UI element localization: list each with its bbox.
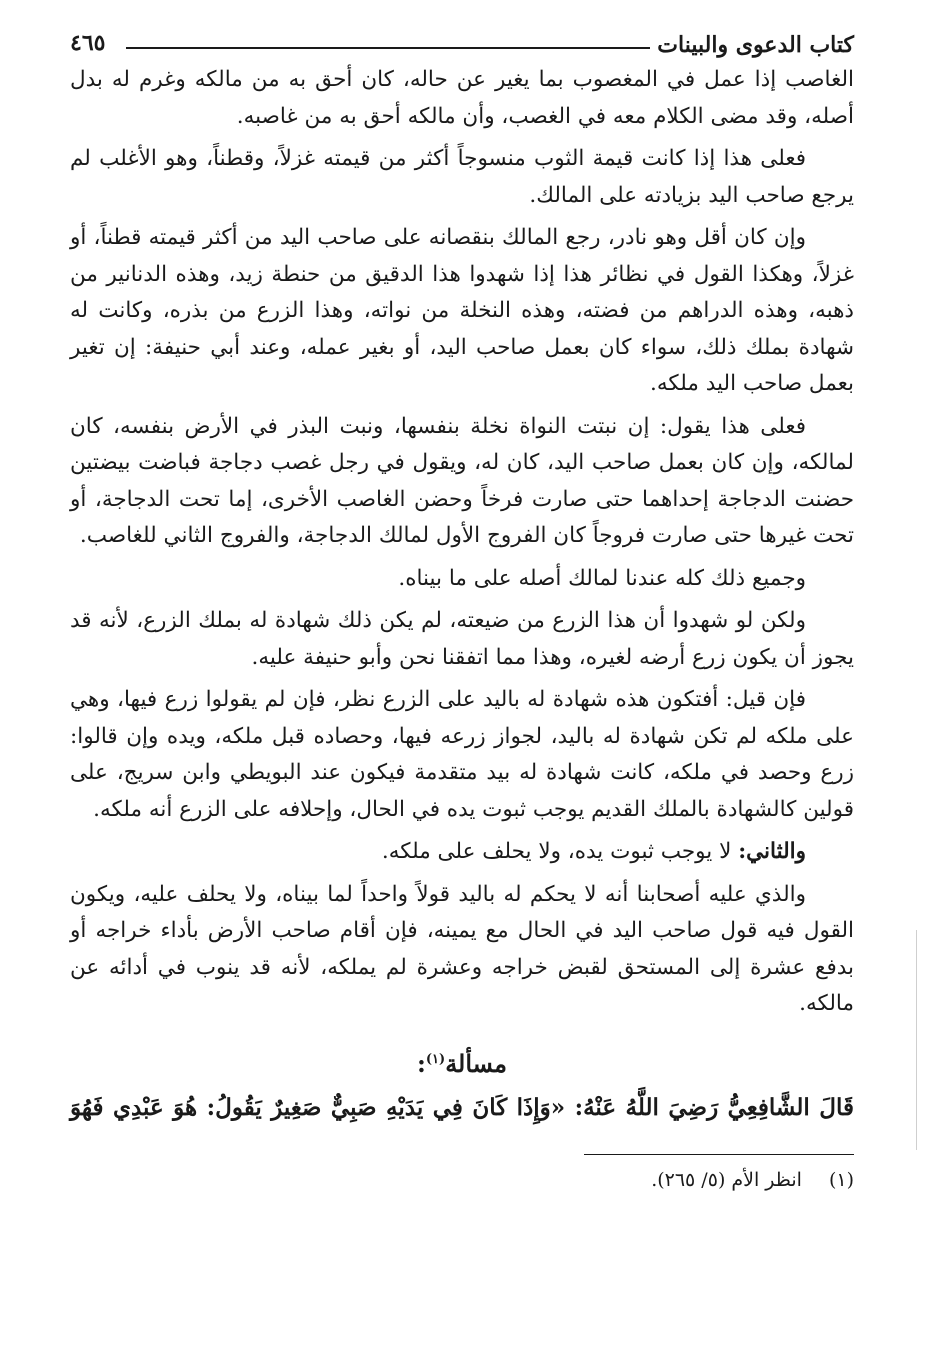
header-rule bbox=[126, 47, 650, 49]
running-header bbox=[70, 28, 854, 62]
issue-heading bbox=[70, 1049, 854, 1078]
second-text: لا يوجب ثبوت يده، ولا يحلف على ملكه. bbox=[381, 839, 739, 864]
paragraph: ولكن لو شهدوا أن هذا الزرع من ضيعته، لم يكن ذلك شهادة له بملك الزرع، لأنه قد يجوز أن يكون زرع أرضه لغيره، وهذا مما اتفقنا نحن وأبو حنيفة عليه. bbox=[70, 608, 854, 670]
page bbox=[70, 28, 854, 1191]
paragraph: والذي عليه أصحابنا أنه لا يحكم له باليد قولاً واحداً لما بيناه، ولا يحلف عليه، ويكون القول فيه قول صاحب اليد في الحال مع يمينه، فإن أقام صاحب الأرض بأداء خراجه أو بدفع عشرة إلى المستحق لقبض خراجه وعشرة لم يملكه، لأنه قد ينوب في أدائه عن مالكه. bbox=[70, 881, 854, 1016]
footnote bbox=[70, 1169, 854, 1191]
shafii-quote: قَالَ الشَّافِعِيُّ رَضِيَ اللَّهُ عَنْهُ: «وَإِذَا كَانَ فِي يَدَيْهِ صَبِيٌّ صَغِيرٌ يَقُولُ: هُوَ عَبْدِي فَهُوَ bbox=[70, 1093, 854, 1121]
paragraph: فعلى هذا يقول: إن نبتت النواة نخلة بنفسها، ونبت البذر في الأرض بنفسه، كان لمالكه، وإن كان بعمل صاحب اليد، كان له، ويقول في رجل غصب دجاجة فباضت بيضتين حضنت الدجاجة إحداهما حتى صارت فرخاً وحضن الغاصب الأخرى، إما تحت الدجاجة، أو تحت غيرها حتى صارت فروجاً كان الفروج الأول لمالك الدجاجة، والفروج الثاني للغاصب. bbox=[70, 413, 854, 548]
page-number: ٤٦٥ bbox=[70, 30, 106, 56]
paragraph: فعلى هذا إذا كانت قيمة الثوب منسوجاً أكثر من قيمته غزلاً، وقطناً، وهو الأغلب لم يرجع صاحب اليد بزيادته على المالك. bbox=[70, 146, 854, 208]
issue-title: مسألة bbox=[445, 1048, 507, 1078]
second-label: والثاني: bbox=[738, 839, 806, 864]
footnote-marker: (١) bbox=[425, 1051, 446, 1067]
book-title: كتاب الدعوى والبينات bbox=[657, 32, 854, 58]
issue-colon: : bbox=[417, 1048, 426, 1078]
paragraph: وجميع ذلك كله عندنا لمالك أصله على ما بيناه. bbox=[398, 565, 806, 591]
page-body bbox=[70, 62, 854, 1023]
footnote-number: (١) bbox=[828, 1168, 854, 1191]
footnote-divider bbox=[584, 1154, 854, 1155]
paragraph: الغاصب إذا عمل في المغصوب بما يغير عن حاله، كان أحق به من مالكه وغرم له بدل أصله، وقد مضى الكلام معه في الغصب، وأن مالكه أحق به من غاصبه. bbox=[70, 67, 854, 129]
scan-edge-line bbox=[916, 930, 917, 1150]
paragraph: وإن كان أقل وهو نادر، رجع المالك بنقصانه على صاحب اليد من أكثر قيمته قطناً، أو غزلاً، وهكذا القول في نظائر هذا إذا شهدوا هذا الدقيق من حنطة زيد، وهذه الدنانير من ذهبه، وهذه الدراهم من فضته، وهذه النخلة من نواته، وهذا الزرع من بذره، وكانت له شهادة بملك ذلك، سواء كان بعمل صاحب اليد، أو بغير عمله، وعند أبي حنيفة: إن تغير بعمل صاحب اليد ملكه. bbox=[70, 225, 854, 396]
paragraph: فإن قيل: أفتكون هذه شهادة له باليد على الزرع نظر، فإن لم يقولوا زرع فيها، وهي على ملكه لم تكن شهادة له باليد، لجواز زرعه فيها، وحصاده قبل ملكه، ويده وإن قالوا: زرع وحصد في ملكه، كانت شهادة له بيد متقدمة فيكون عند البويطي وابن سريج، على قولين كالشهادة بالملك القديم يوجب ثبوت يده في الحال، وإحلافه على الزرع أنه ملكه. bbox=[70, 687, 854, 822]
paragraph-second-opinion bbox=[70, 834, 854, 871]
footnote-text: انظر الأم (٥/ ٢٦٥). bbox=[651, 1168, 802, 1191]
